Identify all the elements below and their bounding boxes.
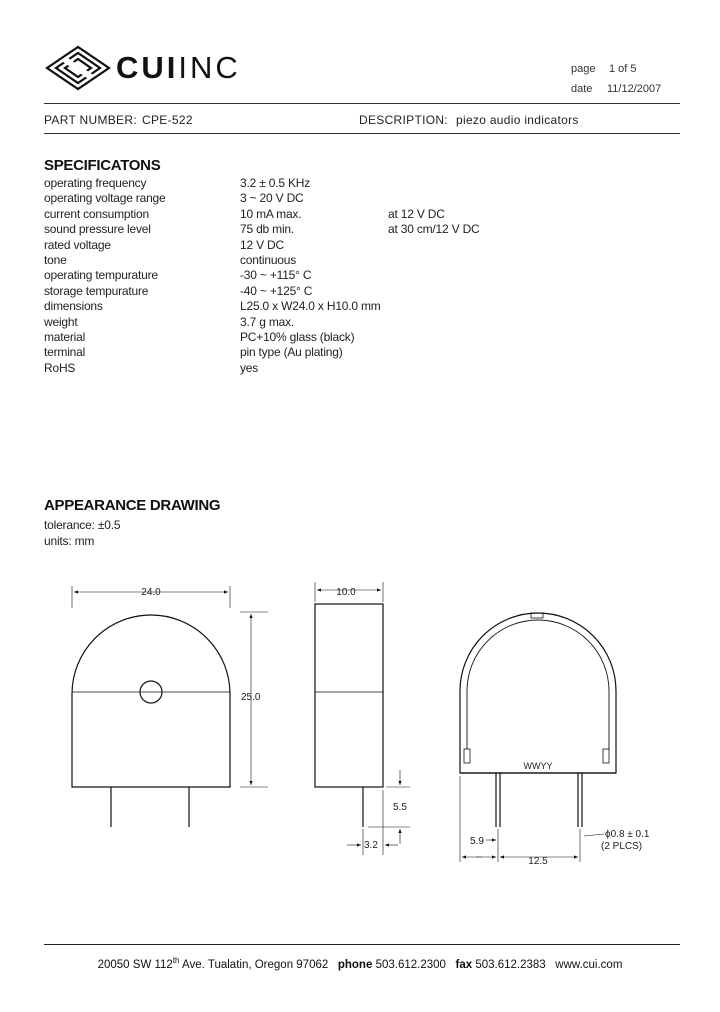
back-body-outline <box>460 613 616 773</box>
footer-phone-label: phone <box>337 958 373 971</box>
side-body-outline <box>315 604 383 787</box>
description-value: piezo audio indicators <box>456 113 579 127</box>
spec-label: terminal <box>44 345 86 360</box>
back-body-inner <box>467 620 609 749</box>
spec-row <box>44 238 480 253</box>
page-value: 1 of 5 <box>609 63 637 75</box>
spec-label: operating frequency <box>44 176 147 190</box>
spec-row <box>44 315 480 330</box>
part-number-value: CPE-522 <box>142 113 193 127</box>
footer-address-pre: 20050 SW 112 <box>97 958 173 971</box>
spec-condition <box>388 284 480 299</box>
spec-value: 10 mA max. <box>240 206 302 221</box>
company-name-light: INC <box>178 50 241 85</box>
spec-row <box>44 299 480 314</box>
spec-value: 3 ~ 20 V DC <box>240 191 304 206</box>
side-view <box>315 604 383 827</box>
spec-label: sound pressure level <box>44 222 151 237</box>
spec-value: pin type (Au plating) <box>240 345 343 360</box>
spec-condition <box>388 330 480 345</box>
pin-count-label: (2 PLCS) <box>601 841 643 852</box>
appearance-title: APPEARANCE DRAWING <box>44 497 221 514</box>
tolerance-text: tolerance: ±0.5 <box>44 518 121 532</box>
spec-condition <box>388 345 480 360</box>
back-tab-right <box>603 749 609 763</box>
spec-label: storage tempurature <box>44 283 149 298</box>
side-depth-label: 10.0 <box>336 587 356 598</box>
spec-condition <box>388 315 480 330</box>
spec-row <box>44 361 480 376</box>
specifications-title: SPECIFICATONS <box>44 157 161 174</box>
spec-row <box>44 345 480 360</box>
pin-offset-label: 3.2 <box>364 840 378 851</box>
spec-label: current consumption <box>44 206 149 221</box>
pin-diameter-label: ϕ0.8 ± 0.1 <box>605 829 650 840</box>
spec-condition <box>388 299 480 314</box>
spec-label: rated voltage <box>44 237 111 252</box>
spec-label: weight <box>44 314 78 329</box>
spec-condition <box>388 268 480 283</box>
spec-label: RoHS <box>44 360 76 375</box>
footer-fax-label: fax <box>455 958 473 971</box>
footer-rule <box>44 944 680 945</box>
spec-row <box>44 176 480 191</box>
spec-row <box>44 284 480 299</box>
spec-label: material <box>44 330 86 345</box>
spec-label: dimensions <box>44 299 103 314</box>
description-label: DESCRIPTION: <box>359 113 448 127</box>
date-value: 11/12/2007 <box>607 83 662 95</box>
spec-value: -40 ~ +125° C <box>240 283 313 298</box>
spec-row <box>44 207 480 222</box>
footer-website-link[interactable]: www.cui.com <box>555 958 623 971</box>
spec-row <box>44 222 480 237</box>
spec-row <box>44 268 480 283</box>
back-view <box>460 613 616 827</box>
appearance-drawing <box>0 570 720 867</box>
spec-condition <box>388 361 480 376</box>
front-dimensions <box>72 586 268 787</box>
spec-value: -30 ~ +115° C <box>240 268 312 283</box>
page-label: page <box>571 63 596 75</box>
pin-length-label: 5.5 <box>393 802 407 813</box>
spec-condition: at 12 V DC <box>388 206 445 221</box>
units-text: units: mm <box>44 534 95 548</box>
spec-value: yes <box>240 360 259 375</box>
spec-value: PC+10% glass (black) <box>240 330 355 345</box>
spec-value: L25.0 x W24.0 x H10.0 mm <box>240 299 381 314</box>
spec-condition <box>388 191 480 206</box>
footer-phone-value: 503.612.2300 <box>375 958 446 971</box>
front-view <box>72 615 230 827</box>
footer-fax-value: 503.612.2383 <box>475 958 546 971</box>
spec-label: operating tempurature <box>44 268 158 283</box>
date-label: date <box>571 83 593 95</box>
pin-edge-label: 5.9 <box>470 836 484 847</box>
header-rule-bottom <box>44 133 680 134</box>
spec-value: 12 V DC <box>240 237 284 252</box>
footer-contact <box>0 956 720 971</box>
spec-value: 3.7 g max. <box>240 314 295 329</box>
front-height-label: 25.0 <box>241 692 261 703</box>
spec-row <box>44 253 480 268</box>
spec-value: 3.2 ± 0.5 KHz <box>240 176 311 190</box>
marking-label: WWYY <box>523 761 553 771</box>
spec-row <box>44 191 480 206</box>
part-number-label: PART NUMBER: <box>44 113 137 127</box>
spec-condition <box>388 253 480 268</box>
spec-condition <box>388 176 480 191</box>
back-tab-left <box>464 749 470 763</box>
spec-value: continuous <box>240 253 297 268</box>
company-name-bold: CUI <box>116 50 179 85</box>
spec-label: operating voltage range <box>44 191 166 206</box>
front-width-label: 24.0 <box>141 587 161 598</box>
spec-condition: at 30 cm/12 V DC <box>388 222 480 237</box>
spec-row <box>44 330 480 345</box>
spec-condition <box>388 238 480 253</box>
spec-value: 75 db min. <box>240 222 295 237</box>
pin-spacing-label: 12.5 <box>528 856 548 867</box>
front-body-outline <box>72 615 230 787</box>
spec-label: tone <box>44 253 67 268</box>
company-name <box>116 50 241 86</box>
header-rule-top <box>44 103 680 104</box>
footer-address-post: Ave. Tualatin, Oregon 97062 <box>179 958 329 971</box>
footer-address-sup: th <box>172 956 180 965</box>
specifications-table <box>44 176 480 376</box>
